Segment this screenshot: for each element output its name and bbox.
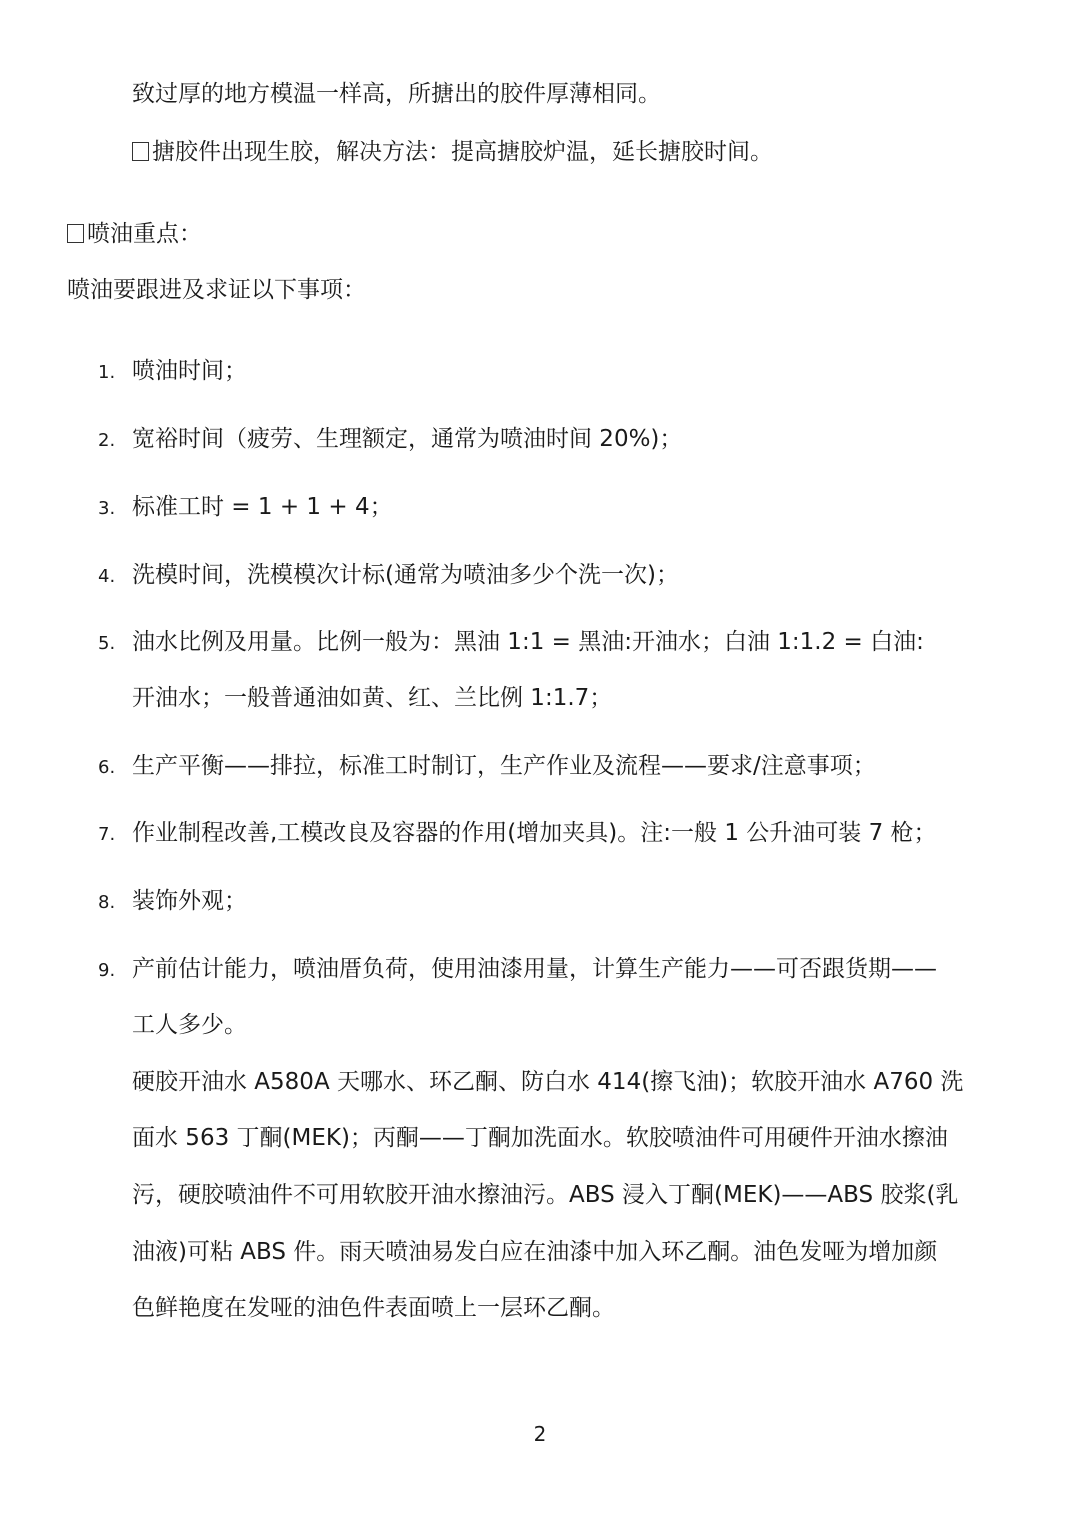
list-item-6: 生产平衡——排拉，标准工时制订，生产作业及流程——要求/注意事项； [132,753,876,779]
section-heading-text: 喷油重点： [87,221,202,247]
section-heading [67,219,202,249]
list-number: 4. [98,566,116,587]
list-number: 9. [98,960,116,981]
list-item-7: 作业制程改善,工模改良及容器的作用(增加夹具)。注:一般 1 公升油可装 7 枪； [132,820,937,846]
notes-line: 色鲜艳度在发哑的油色件表面喷上一层环乙酮。 [132,1295,615,1321]
section-subheading: 喷油要跟进及求证以下事项： [67,277,366,303]
list-item-5-line-2: 开油水；一般普通油如黄、红、兰比例 1:1.7； [132,685,613,711]
checkbox-icon [132,142,149,161]
list-item-1: 喷油时间； [132,358,247,384]
checkbox-icon [67,224,84,243]
notes-line: 油液)可粘 ABS 件。雨天喷油易发白应在油漆中加入环乙酮。油色发哑为增加颜 [132,1239,938,1265]
notes-line: 面水 563 丁酮(MEK)；丙酮——丁酮加洗面水。软胶喷油件可用硬件开油水擦油 [132,1125,948,1151]
list-item-8: 装饰外观； [132,888,247,914]
page-number: 2 [533,1422,547,1446]
notes-line: 硬胶开油水 A580A 天哪水、环乙酮、防白水 414(擦飞油)；软胶开油水 A760 洗 [132,1069,964,1095]
list-number: 8. [98,892,116,913]
list-item-9-line-2: 工人多少。 [132,1012,247,1038]
list-item-4: 洗模时间，洗模模次计标(通常为喷油多少个洗一次)； [132,562,679,588]
list-number: 3. [98,498,116,519]
intro-line-2-text: 搪胶件出现生胶，解决方法：提高搪胶炉温，延长搪胶时间。 [152,139,773,165]
list-number: 2. [98,430,116,451]
list-item-2: 宽裕时间（疲劳、生理额定，通常为喷油时间 20%)； [132,426,683,452]
intro-line-2 [132,137,773,167]
list-number: 7. [98,824,116,845]
list-item-9-line-1: 产前估计能力，喷油厝负荷，使用油漆用量，计算生产能力——可否跟货期—— [132,956,937,982]
list-item-5-line-1: 油水比例及用量。比例一般为：黑油 1:1 = 黑油:开油水；白油 1:1.2 = 白油: [132,629,924,655]
list-number: 5. [98,633,116,654]
notes-line: 污，硬胶喷油件不可用软胶开油水擦油污。ABS 浸入丁酮(MEK)——ABS 胶浆(乳 [132,1182,959,1208]
intro-line-1: 致过厚的地方模温一样高，所搪出的胶件厚薄相同。 [132,81,661,107]
list-number: 6. [98,757,116,778]
list-number: 1. [98,362,116,383]
list-item-3: 标准工时 = 1 + 1 + 4； [132,494,393,520]
